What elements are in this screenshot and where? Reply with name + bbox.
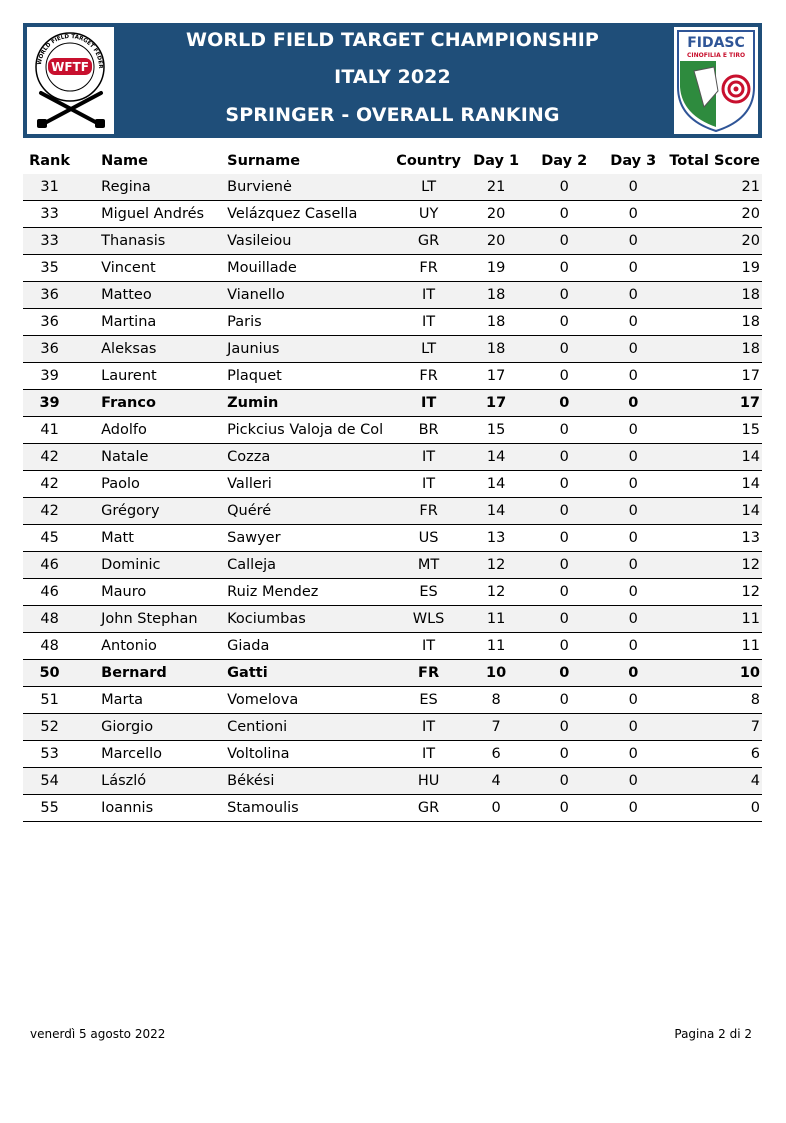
- cell-rank: 36: [23, 282, 76, 309]
- cell-rank: 46: [23, 552, 76, 579]
- cell-name: László: [76, 768, 225, 795]
- cell-name: Ioannis: [76, 795, 225, 822]
- cell-country: WLS: [394, 606, 463, 633]
- cell-day1: 21: [463, 174, 529, 201]
- col-header-surname: Surname: [227, 153, 301, 169]
- cell-day3: 0: [599, 633, 667, 660]
- cell-country: FR: [394, 255, 463, 282]
- cell-day2: 0: [529, 660, 599, 687]
- cell-surname: Paris: [225, 309, 394, 336]
- cell-total: 12: [667, 579, 762, 606]
- cell-country: IT: [394, 633, 463, 660]
- cell-total: 14: [667, 444, 762, 471]
- cell-name: Marcello: [76, 741, 225, 768]
- cell-name: Antonio: [76, 633, 225, 660]
- cell-total: 13: [667, 525, 762, 552]
- cell-day1: 17: [463, 363, 529, 390]
- cell-country: IT: [394, 444, 463, 471]
- table-row: [23, 309, 762, 336]
- cell-country: IT: [394, 282, 463, 309]
- cell-day2: 0: [529, 309, 599, 336]
- cell-surname: Vianello: [225, 282, 394, 309]
- cell-total: 21: [667, 174, 762, 201]
- cell-day3: 0: [599, 606, 667, 633]
- table-row: [23, 336, 762, 363]
- cell-name: Matt: [76, 525, 225, 552]
- cell-total: 11: [667, 606, 762, 633]
- cell-name: Marta: [76, 687, 225, 714]
- table-row: [23, 660, 762, 687]
- cell-country: GR: [394, 228, 463, 255]
- cell-surname: Vomelova: [225, 687, 394, 714]
- cell-day3: 0: [599, 768, 667, 795]
- cell-name: Franco: [76, 390, 225, 417]
- cell-day3: 0: [599, 390, 667, 417]
- table-row: [23, 282, 762, 309]
- cell-day2: 0: [529, 336, 599, 363]
- cell-day1: 14: [463, 471, 529, 498]
- cell-country: GR: [394, 795, 463, 822]
- table-row: [23, 363, 762, 390]
- cell-rank: 53: [23, 741, 76, 768]
- cell-rank: 45: [23, 525, 76, 552]
- cell-surname: Zumin: [225, 390, 394, 417]
- cell-name: Vincent: [76, 255, 225, 282]
- cell-surname: Ruiz Mendez: [225, 579, 394, 606]
- cell-name: Regina: [76, 174, 225, 201]
- cell-surname: Jaunius: [225, 336, 394, 363]
- cell-total: 15: [667, 417, 762, 444]
- cell-day2: 0: [529, 282, 599, 309]
- cell-rank: 42: [23, 498, 76, 525]
- table-row: [23, 768, 762, 795]
- cell-total: 11: [667, 633, 762, 660]
- cell-day3: 0: [599, 741, 667, 768]
- col-header-day3: Day 3: [610, 153, 657, 169]
- table-row: [23, 417, 762, 444]
- cell-rank: 39: [23, 390, 76, 417]
- cell-day1: 6: [463, 741, 529, 768]
- cell-country: FR: [394, 660, 463, 687]
- table-row: [23, 795, 762, 822]
- table-row: [23, 633, 762, 660]
- cell-day2: 0: [529, 228, 599, 255]
- table-row: [23, 201, 762, 228]
- cell-day1: 17: [463, 390, 529, 417]
- cell-day2: 0: [529, 390, 599, 417]
- cell-day2: 0: [529, 363, 599, 390]
- cell-total: 14: [667, 471, 762, 498]
- table-row: [23, 255, 762, 282]
- table-row: [23, 444, 762, 471]
- cell-country: LT: [394, 336, 463, 363]
- footer-date: venerdì 5 agosto 2022: [30, 1027, 166, 1041]
- col-header-rank: Rank: [29, 153, 71, 169]
- cell-total: 20: [667, 201, 762, 228]
- table-row: [23, 606, 762, 633]
- cell-day2: 0: [529, 471, 599, 498]
- cell-rank: 52: [23, 714, 76, 741]
- cell-surname: Cozza: [225, 444, 394, 471]
- cell-total: 18: [667, 282, 762, 309]
- col-header-day1: Day 1: [473, 153, 520, 169]
- cell-rank: 48: [23, 606, 76, 633]
- cell-name: Martina: [76, 309, 225, 336]
- cell-day3: 0: [599, 417, 667, 444]
- title-line-2: ITALY 2022: [334, 66, 451, 88]
- table-row: [23, 579, 762, 606]
- cell-name: Matteo: [76, 282, 225, 309]
- cell-country: HU: [394, 768, 463, 795]
- ranking-table: [23, 148, 762, 822]
- cell-total: 7: [667, 714, 762, 741]
- cell-country: LT: [394, 174, 463, 201]
- table-row: [23, 552, 762, 579]
- cell-surname: Giada: [225, 633, 394, 660]
- cell-day2: 0: [529, 579, 599, 606]
- cell-name: Thanasis: [76, 228, 225, 255]
- cell-country: ES: [394, 687, 463, 714]
- cell-country: FR: [394, 363, 463, 390]
- cell-day1: 4: [463, 768, 529, 795]
- cell-surname: Kociumbas: [225, 606, 394, 633]
- cell-day3: 0: [599, 660, 667, 687]
- fidasc-logo-subtext: CINOFILIA E TIRO: [686, 52, 746, 59]
- table-header-row: [23, 148, 762, 174]
- cell-surname: Valleri: [225, 471, 394, 498]
- cell-rank: 31: [23, 174, 76, 201]
- cell-day1: 12: [463, 579, 529, 606]
- cell-day2: 0: [529, 795, 599, 822]
- cell-total: 6: [667, 741, 762, 768]
- cell-day1: 8: [463, 687, 529, 714]
- cell-surname: Centioni: [225, 714, 394, 741]
- cell-day3: 0: [599, 552, 667, 579]
- col-header-total: Total Score: [669, 153, 760, 169]
- cell-day3: 0: [599, 498, 667, 525]
- cell-day3: 0: [599, 174, 667, 201]
- cell-surname: Voltolina: [225, 741, 394, 768]
- cell-rank: 51: [23, 687, 76, 714]
- cell-total: 17: [667, 363, 762, 390]
- cell-country: IT: [394, 741, 463, 768]
- cell-name: Laurent: [76, 363, 225, 390]
- cell-day2: 0: [529, 525, 599, 552]
- wftf-ring-text: WORLD FIELD TARGET FEDER: [36, 33, 104, 69]
- cell-surname: Calleja: [225, 552, 394, 579]
- table-row: [23, 390, 762, 417]
- cell-day1: 15: [463, 417, 529, 444]
- cell-day2: 0: [529, 498, 599, 525]
- cell-day1: 18: [463, 309, 529, 336]
- cell-day3: 0: [599, 363, 667, 390]
- cell-day1: 18: [463, 336, 529, 363]
- cell-total: 14: [667, 498, 762, 525]
- cell-rank: 50: [23, 660, 76, 687]
- cell-name: Miguel Andrés: [76, 201, 225, 228]
- col-header-name: Name: [101, 153, 149, 169]
- cell-surname: Velázquez Casella: [225, 201, 394, 228]
- table-row: [23, 498, 762, 525]
- cell-day2: 0: [529, 444, 599, 471]
- cell-day3: 0: [599, 309, 667, 336]
- col-header-day2: Day 2: [541, 153, 588, 169]
- cell-day1: 0: [463, 795, 529, 822]
- cell-day2: 0: [529, 741, 599, 768]
- cell-rank: 35: [23, 255, 76, 282]
- cell-day2: 0: [529, 606, 599, 633]
- page-header: [23, 23, 762, 138]
- cell-total: 10: [667, 660, 762, 687]
- cell-name: Mauro: [76, 579, 225, 606]
- cell-day2: 0: [529, 552, 599, 579]
- cell-name: Giorgio: [76, 714, 225, 741]
- cell-total: 19: [667, 255, 762, 282]
- cell-country: IT: [394, 471, 463, 498]
- cell-rank: 46: [23, 579, 76, 606]
- wftf-logo-text: WFTF: [51, 60, 89, 74]
- cell-day3: 0: [599, 282, 667, 309]
- cell-rank: 42: [23, 471, 76, 498]
- cell-day1: 20: [463, 228, 529, 255]
- cell-rank: 48: [23, 633, 76, 660]
- cell-rank: 33: [23, 228, 76, 255]
- footer-page-number: Pagina 2 di 2: [674, 1027, 752, 1041]
- cell-day1: 18: [463, 282, 529, 309]
- title-line-3: SPRINGER - OVERALL RANKING: [225, 104, 560, 126]
- cell-name: Natale: [76, 444, 225, 471]
- cell-surname: Békési: [225, 768, 394, 795]
- title-line-1: WORLD FIELD TARGET CHAMPIONSHIP: [186, 29, 599, 51]
- cell-country: UY: [394, 201, 463, 228]
- cell-day1: 12: [463, 552, 529, 579]
- table-row: [23, 471, 762, 498]
- cell-surname: Mouillade: [225, 255, 394, 282]
- cell-day1: 13: [463, 525, 529, 552]
- cell-surname: Burvienė: [225, 174, 394, 201]
- cell-country: MT: [394, 552, 463, 579]
- cell-name: Aleksas: [76, 336, 225, 363]
- cell-surname: Quéré: [225, 498, 394, 525]
- cell-surname: Stamoulis: [225, 795, 394, 822]
- cell-day2: 0: [529, 174, 599, 201]
- cell-day3: 0: [599, 795, 667, 822]
- table-row: [23, 228, 762, 255]
- cell-rank: 39: [23, 363, 76, 390]
- cell-country: ES: [394, 579, 463, 606]
- table-row: [23, 741, 762, 768]
- cell-surname: Pickcius Valoja de Col: [225, 417, 394, 444]
- cell-day3: 0: [599, 201, 667, 228]
- cell-total: 18: [667, 309, 762, 336]
- cell-country: US: [394, 525, 463, 552]
- fidasc-logo: [674, 27, 758, 134]
- cell-day3: 0: [599, 336, 667, 363]
- cell-day3: 0: [599, 579, 667, 606]
- cell-surname: Sawyer: [225, 525, 394, 552]
- cell-total: 18: [667, 336, 762, 363]
- cell-day1: 20: [463, 201, 529, 228]
- cell-rank: 36: [23, 336, 76, 363]
- cell-day2: 0: [529, 714, 599, 741]
- cell-total: 12: [667, 552, 762, 579]
- table-row: [23, 687, 762, 714]
- cell-total: 17: [667, 390, 762, 417]
- cell-day1: 14: [463, 444, 529, 471]
- table-row: [23, 525, 762, 552]
- cell-day1: 19: [463, 255, 529, 282]
- cell-rank: 42: [23, 444, 76, 471]
- table-body: [23, 174, 762, 822]
- cell-total: 20: [667, 228, 762, 255]
- cell-rank: 36: [23, 309, 76, 336]
- cell-rank: 33: [23, 201, 76, 228]
- cell-total: 8: [667, 687, 762, 714]
- cell-day2: 0: [529, 633, 599, 660]
- cell-country: IT: [394, 390, 463, 417]
- cell-surname: Vasileiou: [225, 228, 394, 255]
- cell-country: FR: [394, 498, 463, 525]
- cell-name: Paolo: [76, 471, 225, 498]
- cell-day1: 7: [463, 714, 529, 741]
- cell-day3: 0: [599, 687, 667, 714]
- cell-day1: 11: [463, 633, 529, 660]
- cell-day2: 0: [529, 201, 599, 228]
- cell-rank: 55: [23, 795, 76, 822]
- wftf-logo: [27, 27, 114, 134]
- cell-name: Adolfo: [76, 417, 225, 444]
- cell-surname: Plaquet: [225, 363, 394, 390]
- cell-day2: 0: [529, 255, 599, 282]
- cell-country: BR: [394, 417, 463, 444]
- col-header-country: Country: [396, 153, 461, 169]
- table-row: [23, 714, 762, 741]
- cell-name: Grégory: [76, 498, 225, 525]
- cell-day3: 0: [599, 471, 667, 498]
- cell-total: 0: [667, 795, 762, 822]
- cell-country: IT: [394, 714, 463, 741]
- cell-country: IT: [394, 309, 463, 336]
- cell-name: John Stephan: [76, 606, 225, 633]
- table-row: [23, 174, 762, 201]
- cell-rank: 54: [23, 768, 76, 795]
- cell-day3: 0: [599, 525, 667, 552]
- cell-day3: 0: [599, 714, 667, 741]
- cell-day3: 0: [599, 444, 667, 471]
- cell-surname: Gatti: [225, 660, 394, 687]
- cell-day1: 14: [463, 498, 529, 525]
- cell-day2: 0: [529, 768, 599, 795]
- cell-day3: 0: [599, 255, 667, 282]
- cell-day3: 0: [599, 228, 667, 255]
- cell-name: Dominic: [76, 552, 225, 579]
- cell-rank: 41: [23, 417, 76, 444]
- cell-day1: 11: [463, 606, 529, 633]
- cell-day2: 0: [529, 417, 599, 444]
- fidasc-logo-text: FIDASC: [687, 35, 745, 51]
- cell-day1: 10: [463, 660, 529, 687]
- cell-name: Bernard: [76, 660, 225, 687]
- cell-day2: 0: [529, 687, 599, 714]
- cell-total: 4: [667, 768, 762, 795]
